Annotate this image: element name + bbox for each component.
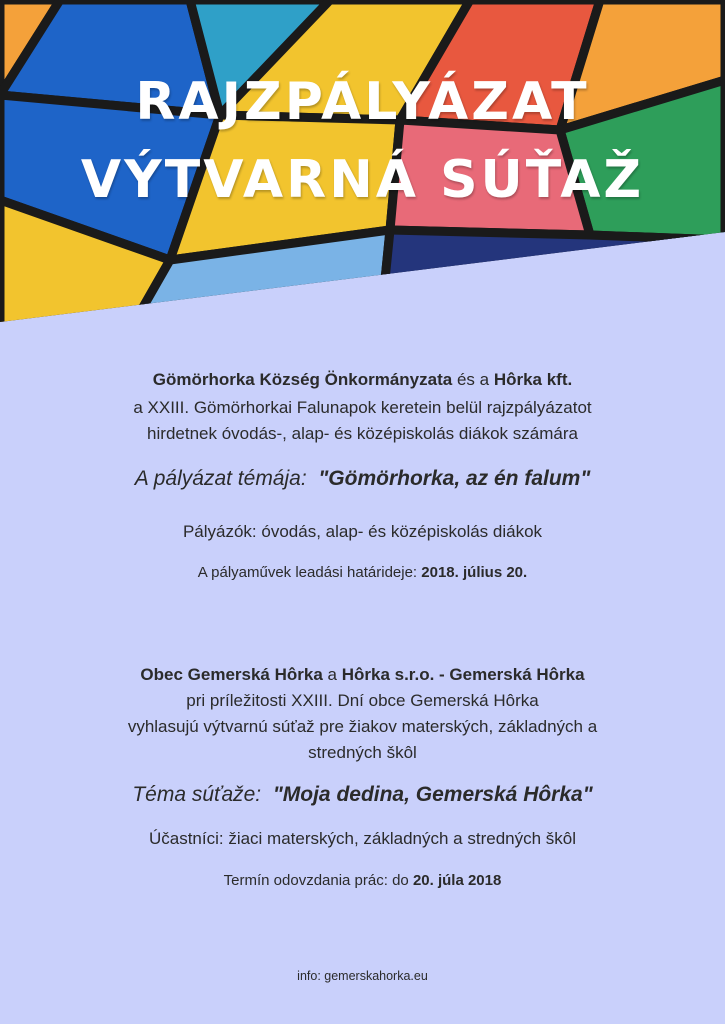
- sk-participants: Účastníci: žiaci materských, základných a stredných škôl: [148, 829, 577, 848]
- sk-deadline: [0, 868, 725, 894]
- hu-org1: Gömörhorka Község Önkormányzata: [152, 370, 453, 389]
- sk-intro-line-2: pri príležitosti XXIII. Dní obce Gemerská Hôrka: [186, 691, 539, 710]
- footer-info: info: gemerskahorka.eu: [297, 969, 428, 983]
- hu-theme-value: "Gömörhorka, az én falum": [318, 467, 591, 490]
- title-line-2: VÝTVARNÁ SÚŤAŽ: [80, 150, 645, 210]
- hu-and: és a: [452, 370, 494, 389]
- hu-org2: Hôrka kft.: [493, 370, 573, 389]
- sk-theme: [0, 782, 725, 808]
- sk-deadline-value: 20. júla 2018: [412, 872, 502, 889]
- hu-intro-line-2: a XXIII. Gömörhorkai Falunapok keretein belül rajzpályázatot: [133, 398, 592, 417]
- sk-org2: Hôrka s.r.o. - Gemerská Hôrka: [341, 665, 585, 684]
- sk-intro-line-1: [0, 662, 725, 688]
- sk-intro-line-3: vyhlasujú výtvarnú súťaž pre žiakov materských, základných a: [127, 717, 598, 736]
- hu-theme: [0, 466, 725, 492]
- hu-deadline-label: A pályaművek leadási határideje:: [197, 564, 422, 581]
- sk-org1: Obec Gemerská Hôrka: [140, 665, 323, 684]
- sk-intro-line-4: stredných škôl: [308, 743, 417, 762]
- hu-deadline-value: 2018. július 20.: [421, 564, 528, 581]
- sk-theme-label: Téma súťaže:: [132, 783, 262, 806]
- hu-intro-line-3: hirdetnek óvodás-, alap- és középiskolás diákok számára: [147, 424, 578, 443]
- sk-deadline-label: Termín odovzdania prác: do: [223, 872, 413, 889]
- hu-deadline: [0, 560, 725, 586]
- sk-theme-value: "Moja dedina, Gemerská Hôrka": [272, 783, 593, 806]
- hu-participants: Pályázók: óvodás, alap- és középiskolás diákok: [182, 522, 543, 541]
- hu-intro-line-1: [0, 367, 725, 393]
- hu-theme-label: A pályázat témája:: [134, 467, 307, 490]
- title-line-1: RAJZPÁLYÁZAT: [135, 72, 590, 132]
- sk-and: a: [322, 665, 342, 684]
